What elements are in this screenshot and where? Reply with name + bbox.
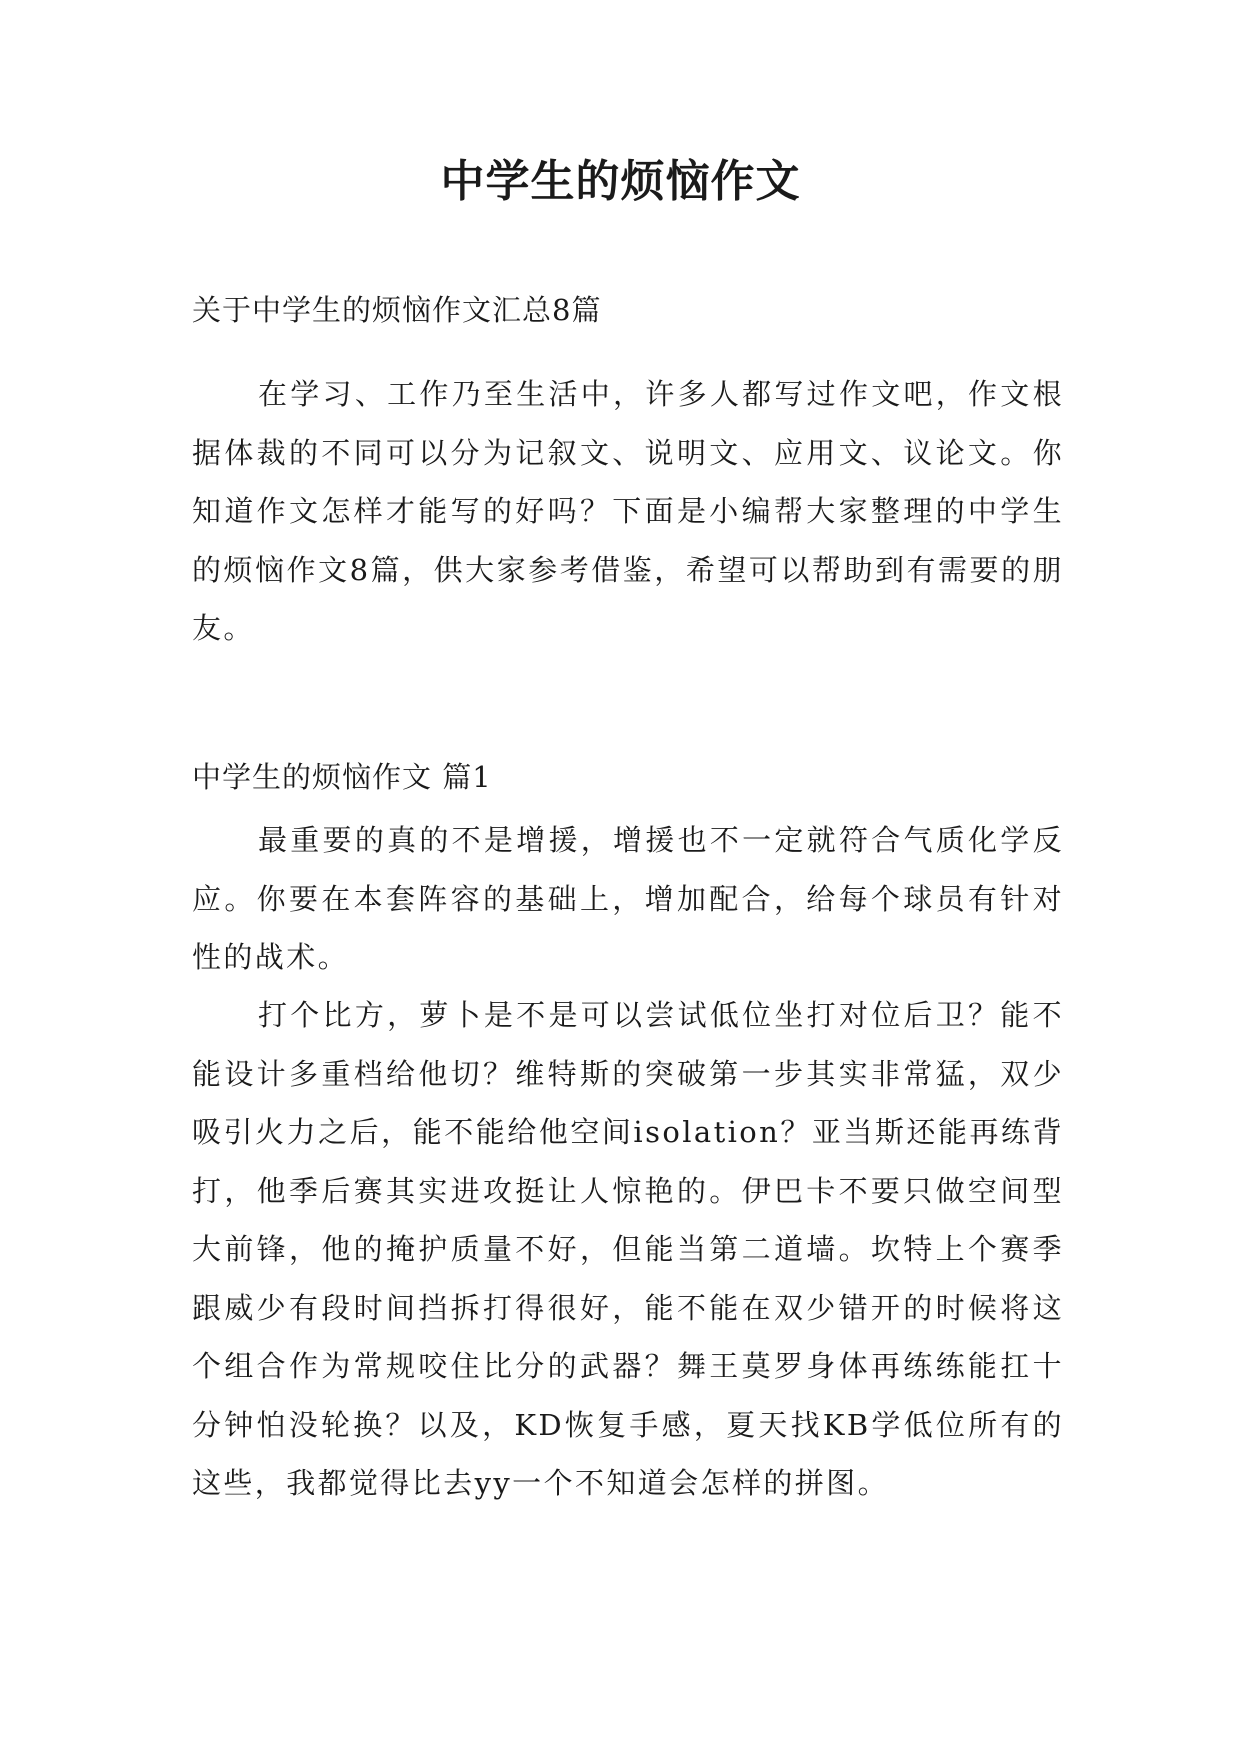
- intro-paragraph: 在学习、工作乃至生活中，许多人都写过作文吧，作文根据体裁的不同可以分为记叙文、说明文、应用文、议论文。你知道作文怎样才能写的好吗？下面是小编帮大家整理的中学生的烦恼作文8篇，供大家参考借鉴，希望可以帮助到有需要的朋友。: [192, 377, 1064, 645]
- body-paragraph-1: 最重要的真的不是增援，增援也不一定就符合气质化学反应。你要在本套阵容的基础上，增加配合，给每个球员有针对性的战术。: [192, 823, 1064, 974]
- document-subtitle: 关于中学生的烦恼作文汇总8篇: [192, 293, 602, 327]
- section-heading: 中学生的烦恼作文 篇1: [192, 760, 492, 794]
- page-title: 中学生的烦恼作文: [440, 156, 801, 207]
- body-paragraph-2: 打个比方，萝卜是不是可以尝试低位坐打对位后卫？能不能设计多重档给他切？维特斯的突破第一步其实非常猛，双少吸引火力之后，能不能给他空间isolation？亚当斯还能再练背打，他季后赛其实进攻挺让人惊艳的。伊巴卡不要只做空间型大前锋，他的掩护质量不好，但能当第二道墙。坎特上个赛季跟威少有段时间挡拆打得很好，能不能在双少错开的时候将这个组合作为常规咬住比分的武器？舞王莫罗身体再练练能扛十分钟怕没轮换？以及，KD恢复手感，夏天找KB学低位所有的这些，我都觉得比去yy一个不知道会怎样的拼图。: [192, 998, 1064, 1500]
